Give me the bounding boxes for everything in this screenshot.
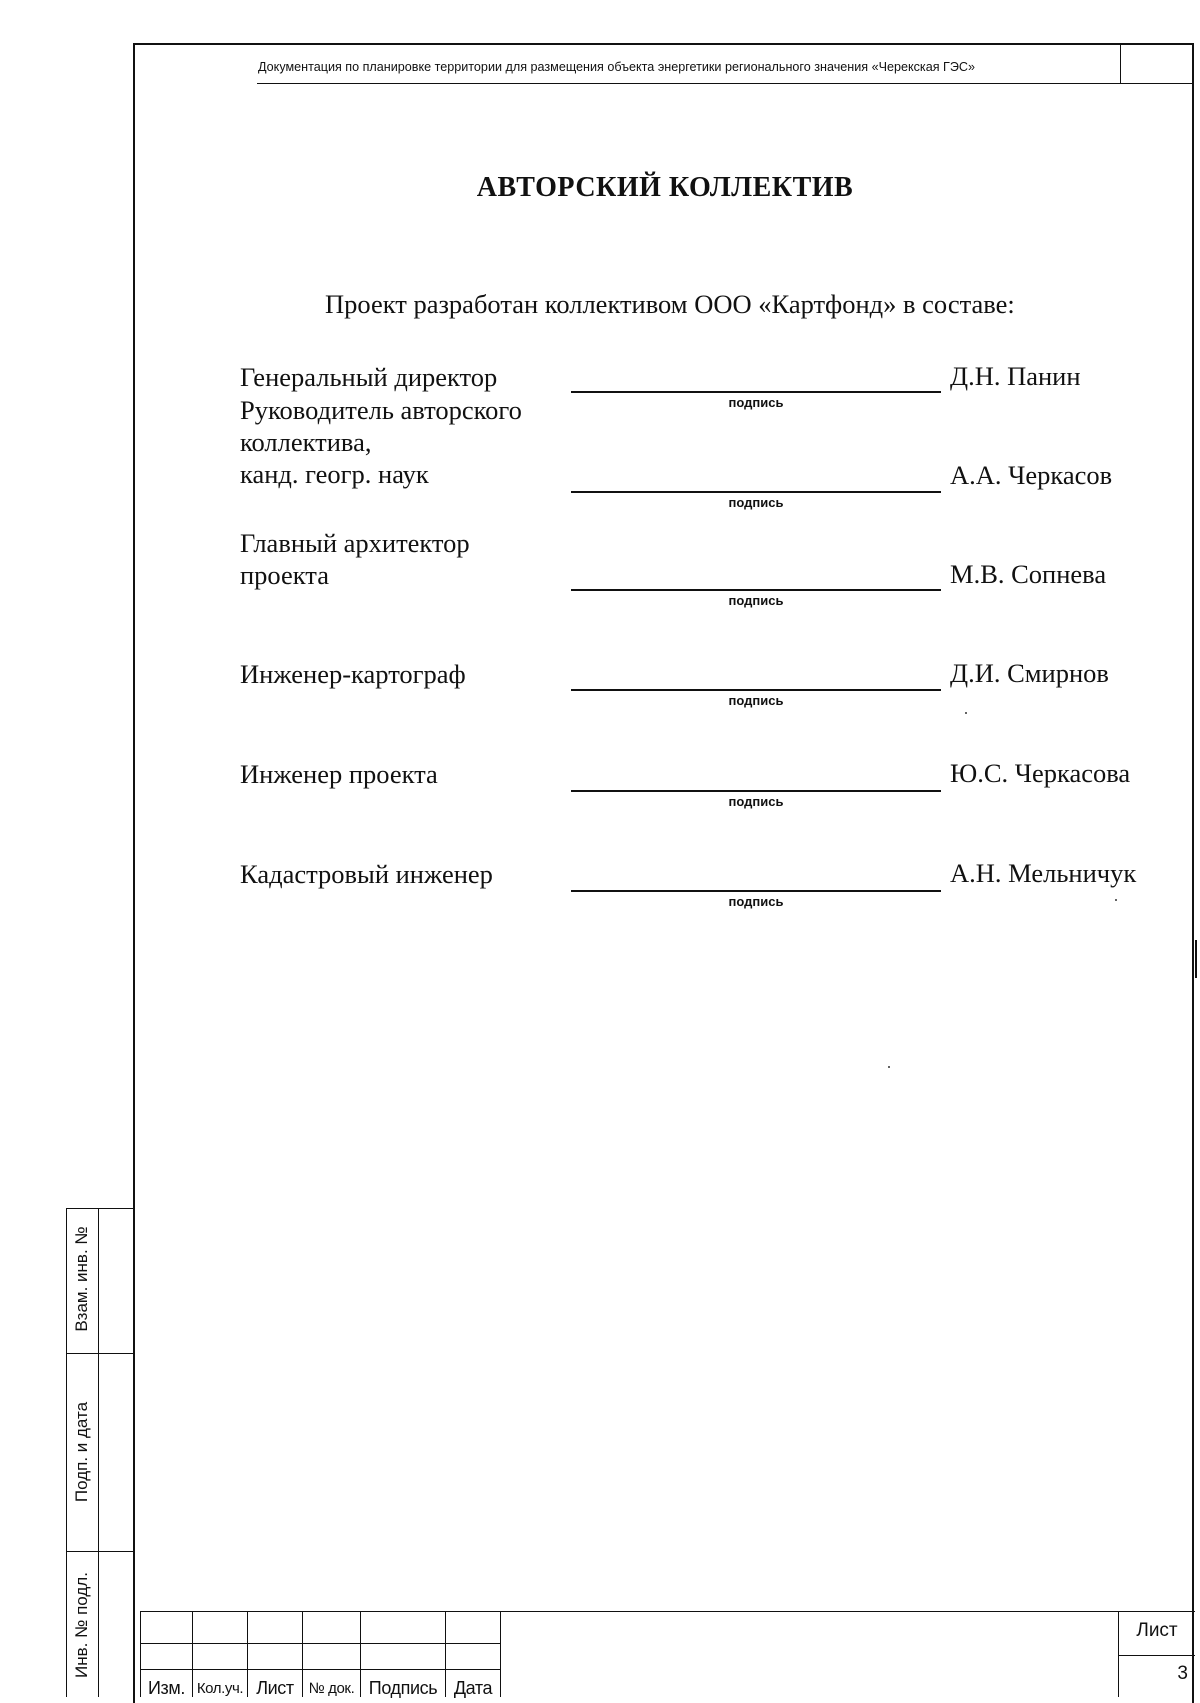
- member-role: Руководитель авторского коллектива, канд. геогр. наук: [240, 395, 522, 489]
- title-block-top: [140, 1611, 1195, 1612]
- member-name: М.В. Сопнева: [950, 559, 1107, 589]
- col-kol-uch: Кол.уч.: [196, 1680, 244, 1697]
- scan-speck: [888, 1066, 890, 1068]
- intro-text: Проект разработан коллективом ООО «Картфонд» в составе:: [325, 289, 1015, 319]
- header-corner-bottom: [1120, 83, 1193, 84]
- scan-edge-mark: [1195, 940, 1197, 978]
- member-role: Кадастровый инженер: [240, 859, 493, 889]
- signature-caption: подпись: [728, 794, 784, 809]
- side-stamp-divider: [66, 1353, 134, 1354]
- col-podpis: Подпись: [368, 1678, 438, 1698]
- side-label-vzam-inv: Взам. инв. №: [72, 1226, 91, 1332]
- signature-line: [571, 391, 941, 393]
- signature-line: [571, 790, 941, 792]
- member-name: Д.Н. Панин: [950, 361, 1081, 391]
- signature-line: [571, 491, 941, 493]
- side-stamp-divider: [66, 1551, 134, 1552]
- col-izm: Изм.: [148, 1678, 185, 1698]
- signature-caption: подпись: [728, 593, 784, 608]
- member-role: Инженер-картограф: [240, 659, 466, 689]
- title-block-row-line: [140, 1643, 500, 1644]
- signature-line: [571, 890, 941, 892]
- member-role: Генеральный директор: [240, 362, 498, 392]
- document-header: Документация по планировке территории для размещения объекта энергетики регионального значения «Черекская ГЭС»: [258, 60, 976, 74]
- header-underline: [257, 83, 1120, 84]
- page-title: АВТОРСКИЙ КОЛЛЕКТИВ: [476, 172, 854, 203]
- signature-caption: подпись: [728, 495, 784, 510]
- side-label-podp-data: Подп. и дата: [72, 1401, 91, 1503]
- title-block-col-line: [1118, 1611, 1119, 1697]
- member-name: Ю.С. Черкасова: [950, 758, 1131, 788]
- signature-caption: подпись: [728, 894, 784, 909]
- sheet-label: Лист: [1136, 1620, 1178, 1641]
- side-stamp-inner-border: [98, 1208, 99, 1697]
- member-name: А.А. Черкасов: [950, 460, 1113, 490]
- col-list: Лист: [256, 1678, 294, 1698]
- member-name: Д.И. Смирнов: [950, 658, 1109, 688]
- scan-speck: [1115, 899, 1117, 901]
- title-block-col-line: [500, 1611, 501, 1697]
- member-name: А.Н. Мельничук: [950, 858, 1137, 888]
- scan-speck: [965, 712, 967, 714]
- member-role: Главный архитектор проекта: [240, 528, 470, 590]
- col-no-dok: № док.: [308, 1680, 355, 1697]
- signature-caption: подпись: [728, 693, 784, 708]
- header-corner-divider: [1120, 44, 1121, 84]
- title-block-row-line: [140, 1669, 500, 1670]
- signature-line: [571, 689, 941, 691]
- signature-line: [571, 589, 941, 591]
- member-role: Инженер проекта: [240, 759, 438, 789]
- sheet-number: 3: [1177, 1663, 1188, 1684]
- side-label-inv-podl: Инв. № подл.: [72, 1572, 91, 1678]
- title-block-row-line: [1118, 1655, 1195, 1656]
- signature-caption: подпись: [728, 395, 784, 410]
- col-data: Дата: [453, 1678, 493, 1698]
